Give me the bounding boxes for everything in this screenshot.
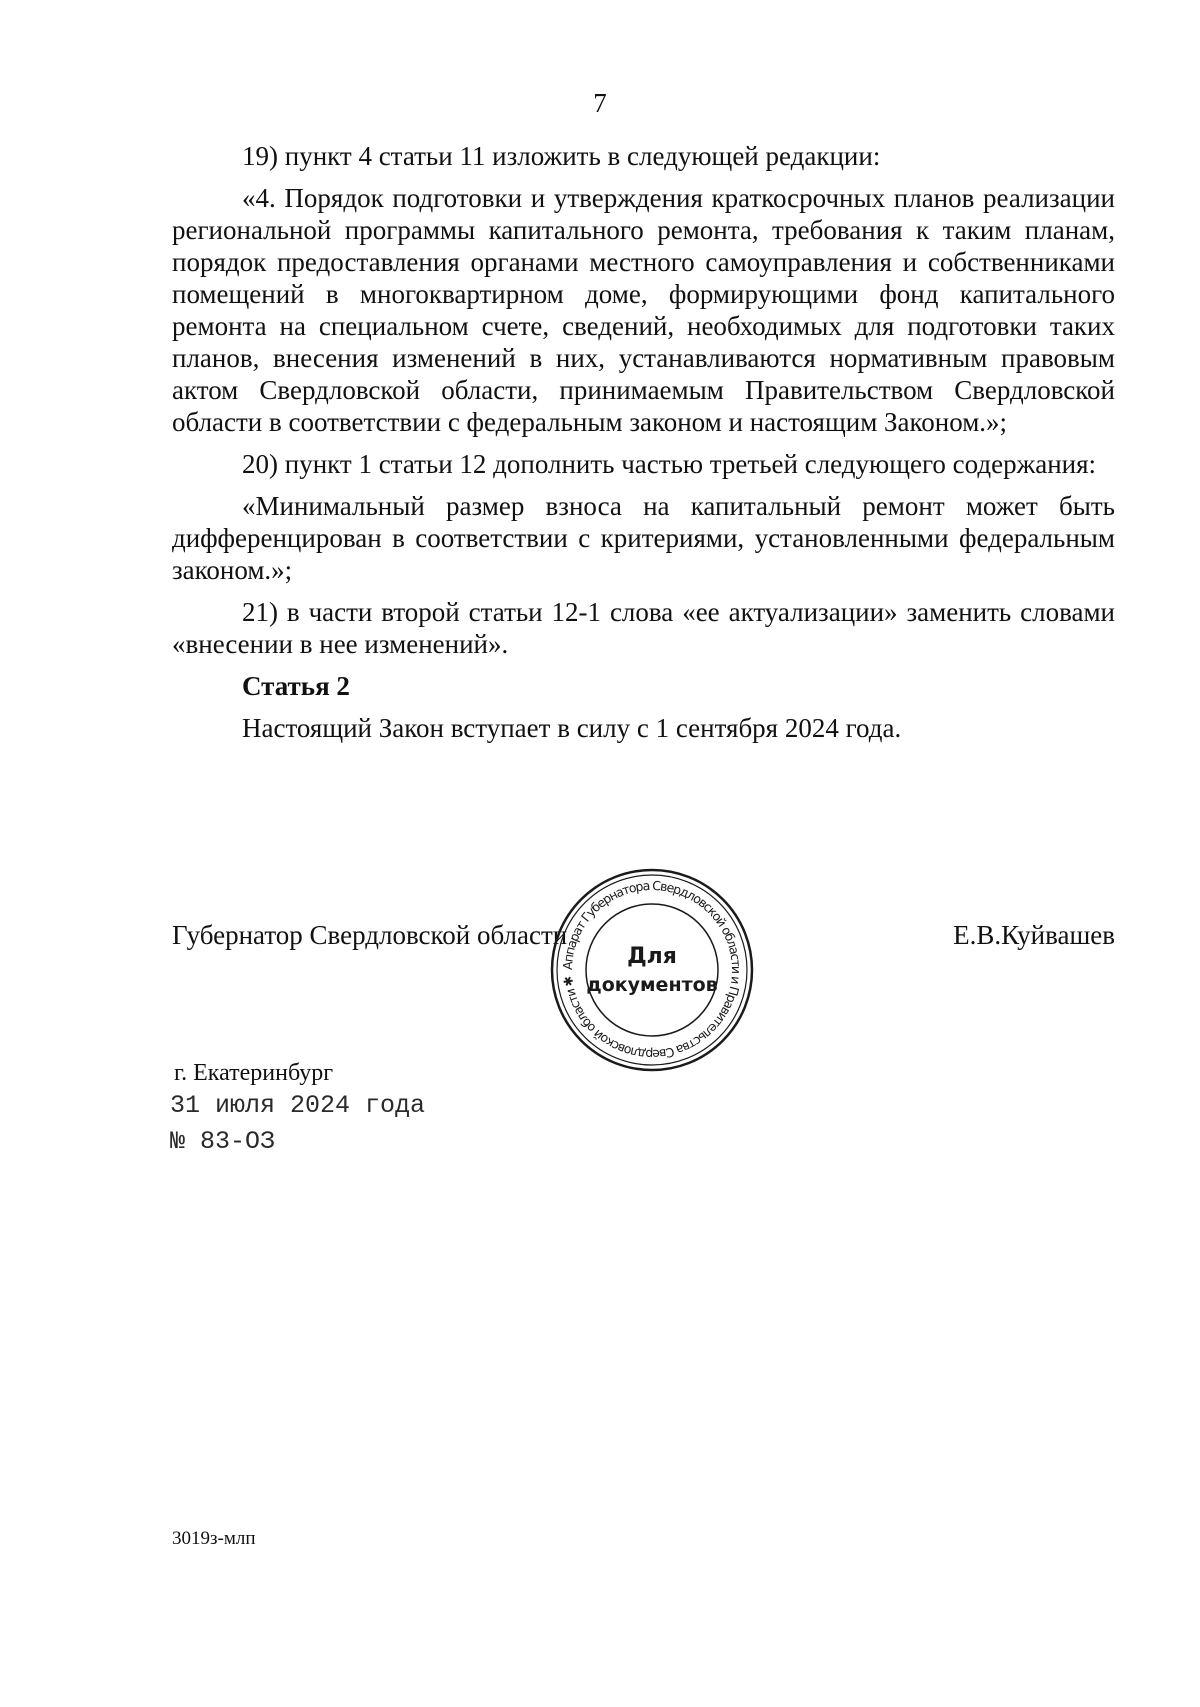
place-date-number: [170, 1058, 425, 1160]
signatory-name: Е.В.Куйвашев: [953, 920, 1115, 950]
document-code: 3019з-млп: [172, 1528, 256, 1549]
page-number: 7: [593, 88, 607, 118]
article-2-heading: Статья 2: [242, 671, 350, 701]
stamp-ring-text: Аппарат Губернатора Свердловской области и Правительства Свердловской области ✱: [559, 877, 745, 1063]
paragraph-quote-min-fee: «Минимальный размер взноса на капитальный ремонт может быть дифференцирован в соответствии с критериями, установленными федеральным законом.»;: [172, 491, 1115, 585]
document-body: [172, 140, 1115, 754]
law-number: № 83-ОЗ: [170, 1127, 276, 1156]
paragraph-quote-4: «4. Порядок подготовки и утверждения краткосрочных планов реализации региональной программы капитального ремонта, требования к таким планам, порядок предоставления органами местного самоуправления и собственниками помещений в многоквартирном доме, формирующими фонд капитального ремонта на специальном счете, сведений, необходимых для подготовки таких планов, внесения изменений в них, устанавливаются нормативным правовым актом Свердловской области, принимаемым Правительством Свердловской области в соответствии с федеральным законом и настоящим Законом.»;: [172, 183, 1115, 437]
place-of-signing: г. Екатеринбург: [174, 1060, 334, 1086]
signatory-position: Губернатор Свердловской области: [172, 920, 568, 950]
official-stamp: [547, 865, 757, 1075]
signing-date: 31 июля 2024 года: [170, 1091, 426, 1120]
article-2-text: Настоящий Закон вступает в силу с 1 сентября 2024 года.: [242, 713, 902, 743]
paragraph-19: 19) пункт 4 статьи 11 изложить в следующей редакции:: [242, 141, 881, 171]
stamp-center-line-2: документов: [586, 974, 718, 996]
stamp-center-line-1: Для: [627, 944, 677, 969]
paragraph-21: 21) в части второй статьи 12-1 слова «ее актуализации» заменить словами «внесении в нее изменений».: [172, 597, 1115, 659]
paragraph-20: 20) пункт 1 статьи 12 дополнить частью третьей следующего содержания:: [242, 449, 1097, 479]
